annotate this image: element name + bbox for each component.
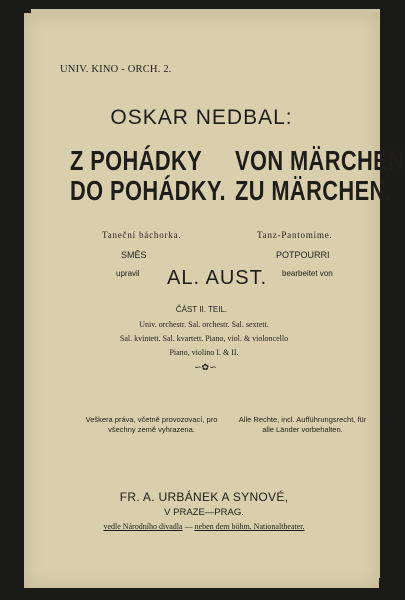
- subtitle-german: Tanz-Pantomime.: [257, 230, 333, 240]
- sheet-music-cover: [24, 13, 405, 588]
- address-separator: —: [182, 522, 195, 531]
- rights-notice-german: Alle Rechte, incl. Aufführungsrecht, für alle Länder vorbehalten.: [238, 415, 367, 434]
- instrumentation-line: Sal. kvintett. Sal. kvartett. Piano, viol. & violoncello: [119, 334, 289, 343]
- rights-notice-czech: Veškera práva, včetně provozovací, pro všechny země vyhrazena.: [85, 415, 218, 434]
- title-czech: [70, 146, 226, 206]
- arranger-name: AL. AUST.: [167, 267, 268, 289]
- address-czech: vedle Národního divadla: [103, 522, 183, 531]
- title-german-line-1: VON MÄRCHEN: [235, 145, 405, 176]
- part-label: ČÁST II. TEIL.: [175, 305, 228, 314]
- genre-german: POTPOURRI: [276, 250, 330, 260]
- genre-czech: SMĚS: [121, 250, 147, 260]
- arranged-by-czech: upravil: [116, 269, 140, 278]
- series-label: UNIV. KINO - ORCH. 2.: [60, 64, 172, 75]
- instrumentation-line: Univ. orchestr. Sal. orchestr. Sal. sextett.: [139, 320, 269, 329]
- publisher-address: [24, 522, 384, 531]
- subtitle-czech: Taneční báchorka.: [102, 230, 182, 240]
- title-czech-line-2: DO POHÁDKY.: [70, 175, 226, 206]
- publisher-name: FR. A. URBÁNEK A SYNOVÉ,: [119, 490, 289, 504]
- ornament-divider: ∽✿∽: [194, 362, 217, 372]
- arranged-by-german: bearbeitet von: [282, 269, 333, 278]
- address-german: neben dem böhm. Nationaltheater.: [194, 522, 305, 531]
- instrumentation-line: Piano, violino I. & II.: [169, 348, 239, 357]
- title-german-line-2: ZU MÄRCHEN.: [235, 175, 393, 206]
- publisher-city: V PRAZE—PRAG.: [164, 507, 244, 518]
- composer-name: OSKAR NEDBAL:: [110, 106, 293, 129]
- title-czech-line-1: Z POHÁDKY: [70, 145, 203, 176]
- title-german: [235, 146, 404, 206]
